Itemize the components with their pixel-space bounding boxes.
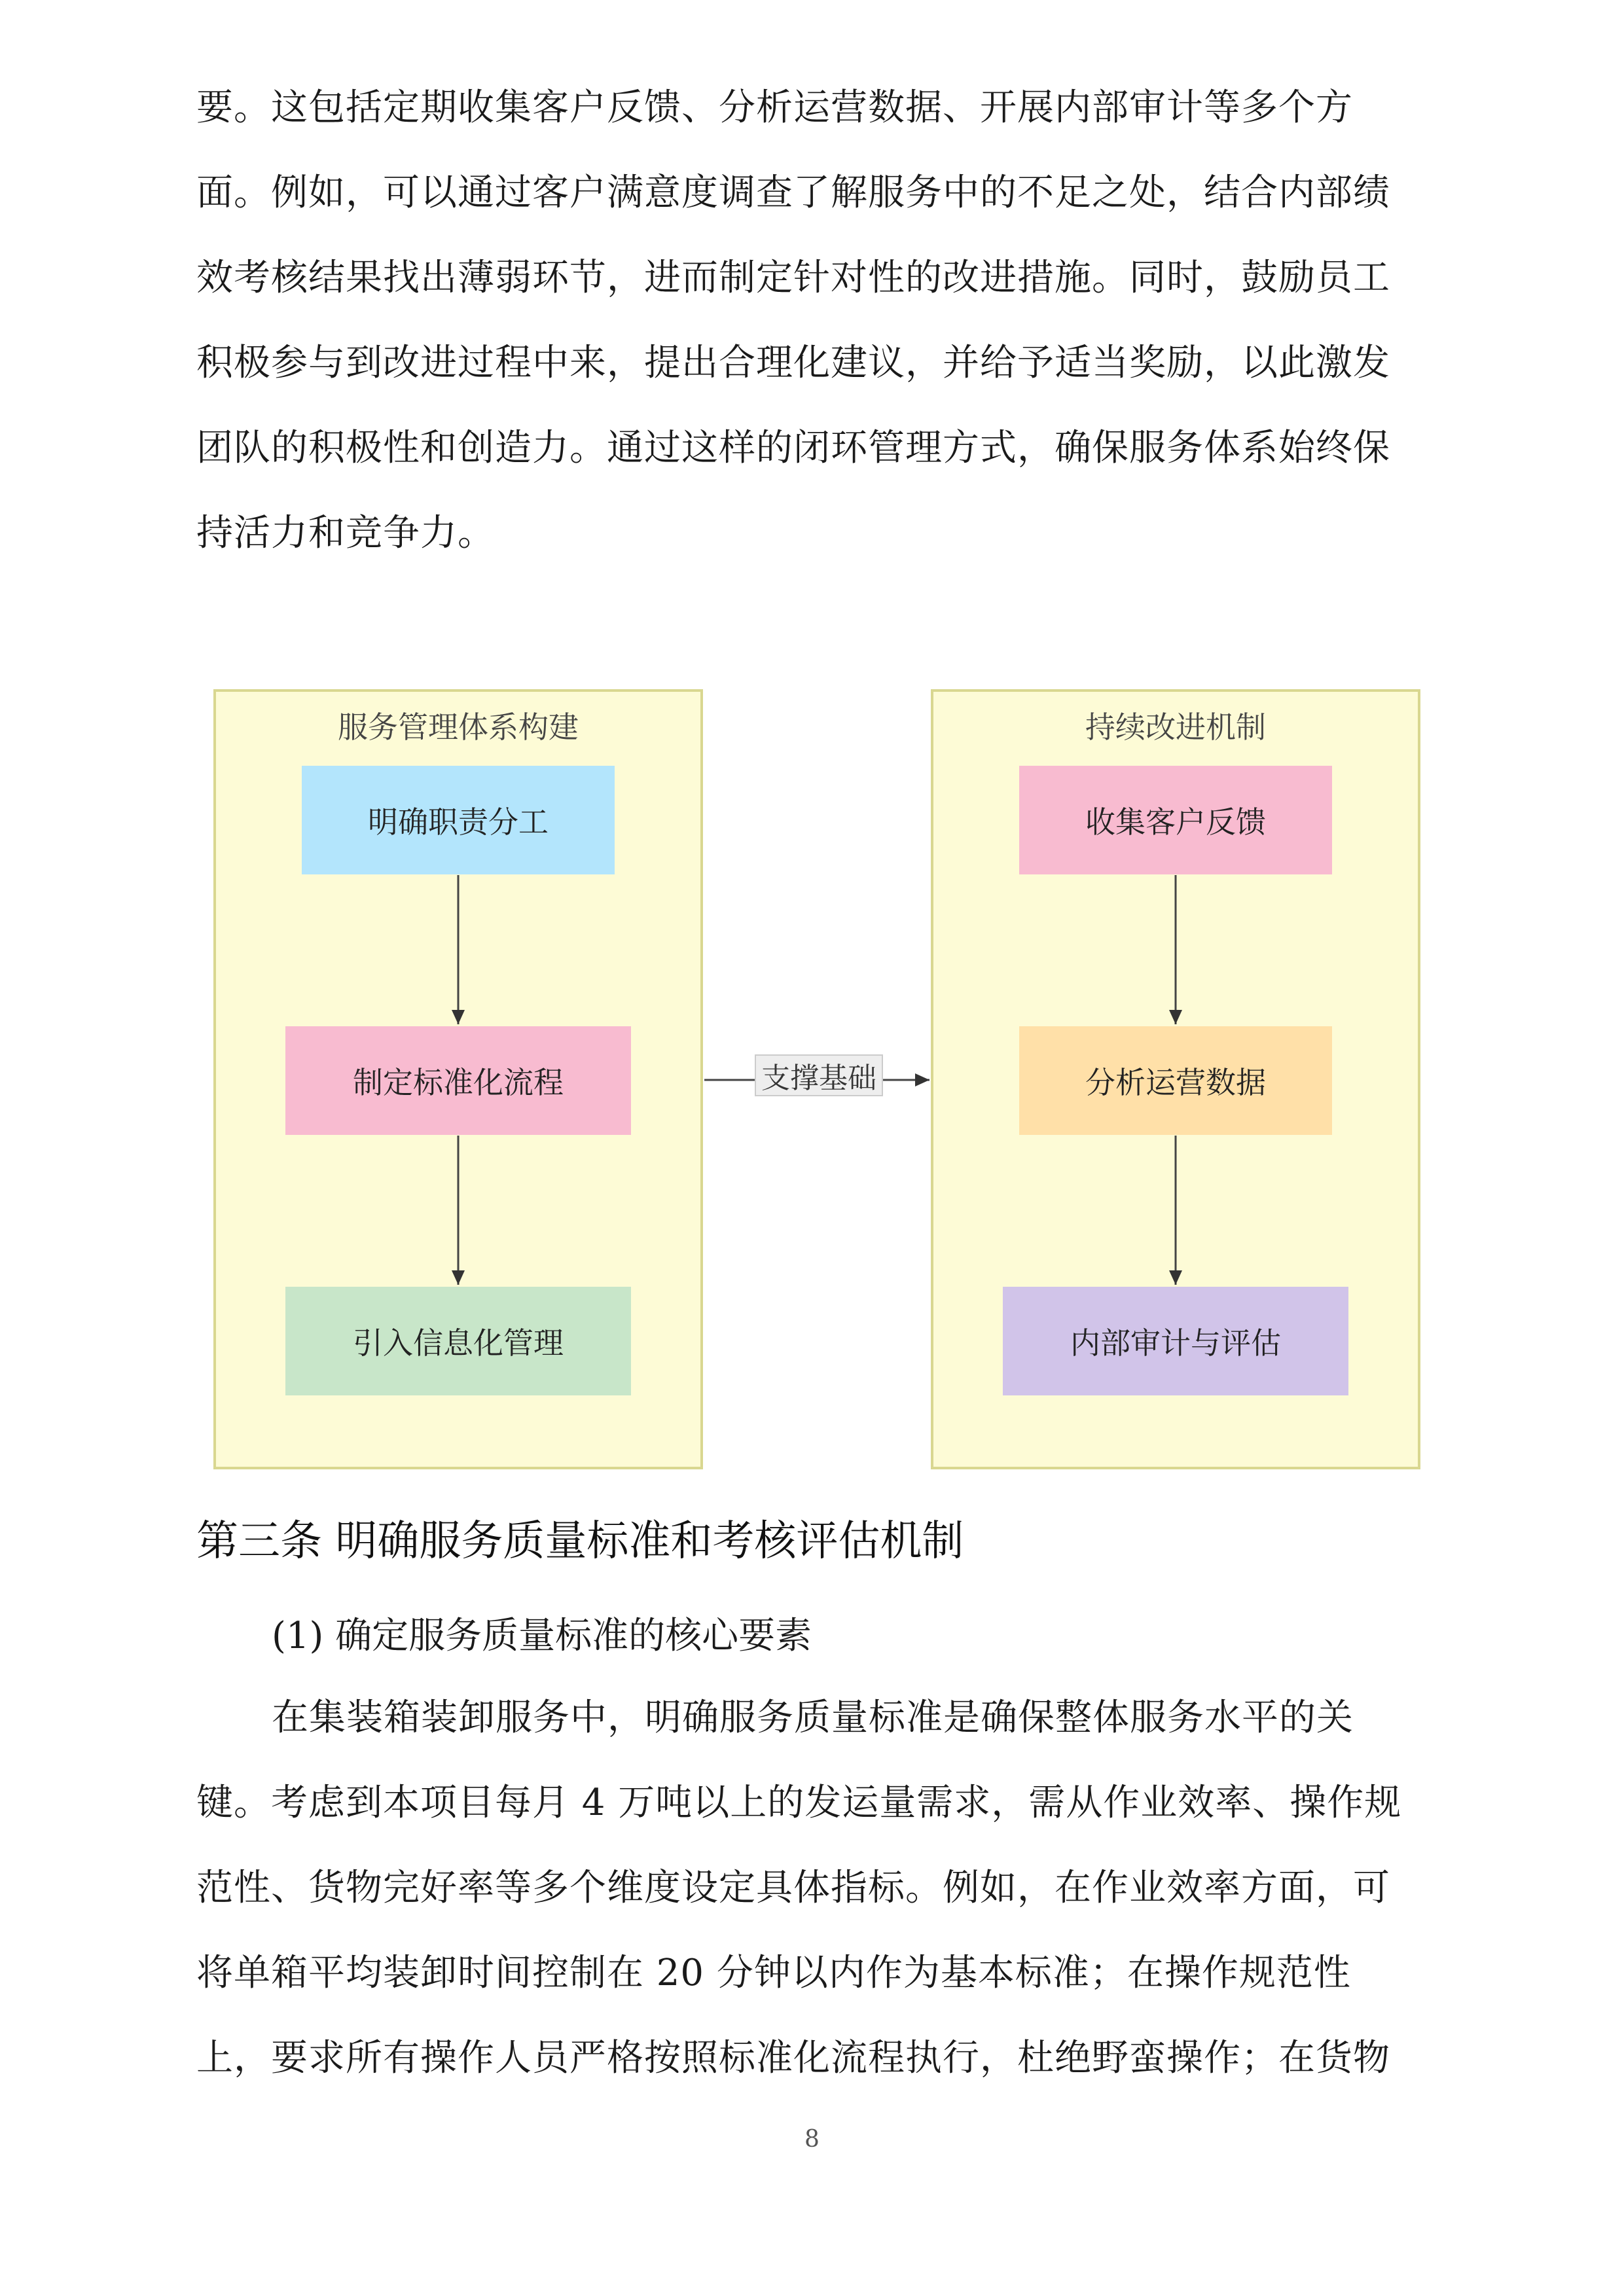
text-line: 上，要求所有操作人员严格按照标准化流程执行，杜绝野蛮操作；在货物 xyxy=(196,2037,1390,2079)
text-line: 键。考虑到本项目每月 4 万吨以上的发运量需求，需从作业效率、操作规 xyxy=(196,1782,1402,1824)
text-line: 积极参与到改进过程中来，提出合理化建议，并给予适当奖励，以此激发 xyxy=(196,342,1390,384)
node-standardize-process: 制定标准化流程 xyxy=(285,1026,631,1135)
text-line: 持活力和竞争力。 xyxy=(196,512,495,554)
group-title: 服务管理体系构建 xyxy=(338,709,579,745)
node-collect-feedback: 收集客户反馈 xyxy=(1019,766,1332,874)
page-number: 8 xyxy=(804,2126,820,2153)
edge-label-support: 支撑基础 xyxy=(755,1054,883,1096)
node-internal-audit: 内部审计与评估 xyxy=(1003,1287,1348,1395)
text-line: 范性、货物完好率等多个维度设定具体指标。例如，在作业效率方面，可 xyxy=(196,1867,1390,1909)
text-line: 在集装箱装卸服务中，明确服务质量标准是确保整体服务水平的关 xyxy=(272,1696,1354,1739)
group-title: 持续改进机制 xyxy=(1085,709,1266,745)
section-body xyxy=(196,1676,1440,2101)
text-line: 面。例如，可以通过客户满意度调查了解服务中的不足之处，结合内部绩 xyxy=(196,171,1390,214)
node-clarify-responsibilities: 明确职责分工 xyxy=(302,766,615,874)
section-subheading: (1) 确定服务质量标准的核心要素 xyxy=(272,1615,812,1657)
node-information-management: 引入信息化管理 xyxy=(285,1287,631,1395)
section-heading: 第三条 明确服务质量标准和考核评估机制 xyxy=(196,1517,964,1566)
node-analyze-operations: 分析运营数据 xyxy=(1019,1026,1332,1135)
text-line: 效考核结果找出薄弱环节，进而制定针对性的改进措施。同时，鼓励员工 xyxy=(196,257,1390,299)
text-line: 团队的积极性和创造力。通过这样的闭环管理方式，确保服务体系始终保 xyxy=(196,427,1390,469)
text-line: 将单箱平均装卸时间控制在 20 分钟以内作为基本标准；在操作规范性 xyxy=(196,1952,1351,1994)
text-line: 要。这包括定期收集客户反馈、分析运营数据、开展内部审计等多个方 xyxy=(196,86,1353,129)
